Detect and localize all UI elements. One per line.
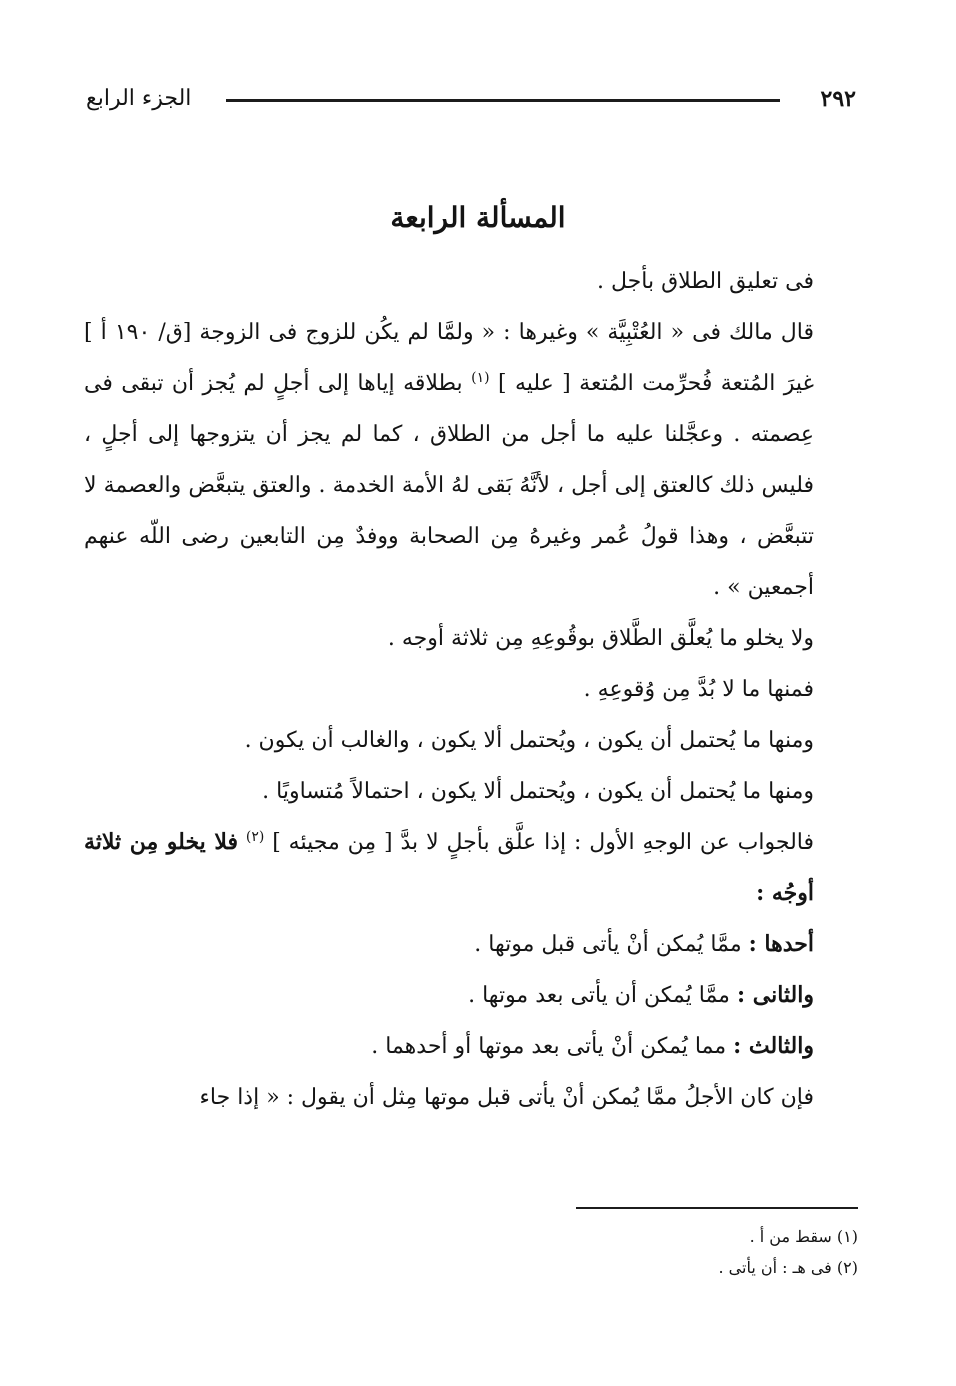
body-text bbox=[84, 256, 858, 1123]
footnote-ref: (٢) bbox=[245, 829, 265, 845]
page-number: ٢٩٢ bbox=[820, 86, 856, 112]
section-title: المسألة الرابعة bbox=[390, 201, 566, 234]
paragraph-text: بطلاقه إياها إلى أجلٍ لم يُجز أن تبقى فى عِصمته . وعجَّلنا عليه ما أجل من الطلاق ، كما لم يجز أن يتزوجها إلى أجلٍ ، فليس ذلك كالعتق إلى أجل ، لأنَّهُ بَقى لهُ الأمة الخدمة . والعتق يتبعَّض والعصمة لا تتبعَّض ، وهذا قولُ عُمر وغيرهُ مِن الصحابة ووفدٌ مِن التابعين رضى اللّه عنهم أجمعين » . bbox=[84, 371, 814, 600]
paragraph-text: قال مالك فى « العُتْبِيَّة » وغيرها : « ولمَّا لم يكُن للزوج فى الزوجة [ق/ ١٩٠ أ ] غيرَ المُتعة فُحرِّمت المُتعة [ عليه ] bbox=[84, 320, 815, 396]
paragraph bbox=[84, 817, 858, 919]
paragraph: ومنها ما يُحتمل أن يكون ، ويُحتمل ألا يكون ، والغالب أن يكون . bbox=[244, 728, 814, 753]
item-label: والثالث : bbox=[733, 1033, 814, 1059]
paragraph: فى تعليق الطلاق بأجل . bbox=[597, 269, 814, 294]
footnote-rule bbox=[576, 1207, 858, 1209]
footnote: (٢) فى هـ : أن يأتى . bbox=[718, 1258, 858, 1277]
item-text: ممَّا يُمكن أنْ يأتى قبل موتها . bbox=[474, 932, 742, 957]
item-label: والثانى : bbox=[736, 982, 814, 1008]
footnote-ref: (١) bbox=[471, 370, 490, 386]
paragraph-text: فالجواب عن الوجهِ الأول : إذا علَّق بأجلٍ لا بدَّ [ مِن مجيئه ] bbox=[272, 830, 814, 855]
paragraph bbox=[84, 970, 858, 1021]
paragraph: فمنها ما لا بُدَّ مِن وُقوعِهِ . bbox=[583, 677, 814, 702]
running-head bbox=[86, 84, 856, 114]
paragraph-text-bold: فلا يخلو مِن ثلاثة أوجُه : bbox=[84, 829, 814, 906]
paragraph: ولا يخلو ما يُعلَّق الطَّلاق بوقُوعِهِ مِن ثلاثة أوجه . bbox=[387, 626, 814, 651]
paragraph bbox=[84, 919, 858, 970]
volume-title: الجزء الرابع bbox=[86, 86, 192, 111]
item-text: مما يُمكن أنْ يأتى بعد موتها أو أحدهما . bbox=[371, 1034, 727, 1059]
item-label: أحدها : bbox=[748, 931, 814, 957]
paragraph: ومنها ما يُحتمل أن يكون ، ويُحتمل ألا يكون ، احتمالاً مُتساويًا . bbox=[262, 779, 814, 804]
item-text: ممَّا يُمكن أن يأتى بعد موتها . bbox=[468, 983, 730, 1008]
footnote: (١) سقط من أ . bbox=[749, 1227, 858, 1246]
header-rule bbox=[226, 99, 780, 102]
paragraph bbox=[84, 1021, 858, 1072]
footnotes bbox=[500, 1221, 858, 1283]
paragraph bbox=[84, 307, 858, 613]
paragraph: فإن كان الأجلُ ممَّا يُمكن أنْ يأتى قبل موتها مِثل أن يقول : « إذا جاء bbox=[199, 1085, 814, 1110]
